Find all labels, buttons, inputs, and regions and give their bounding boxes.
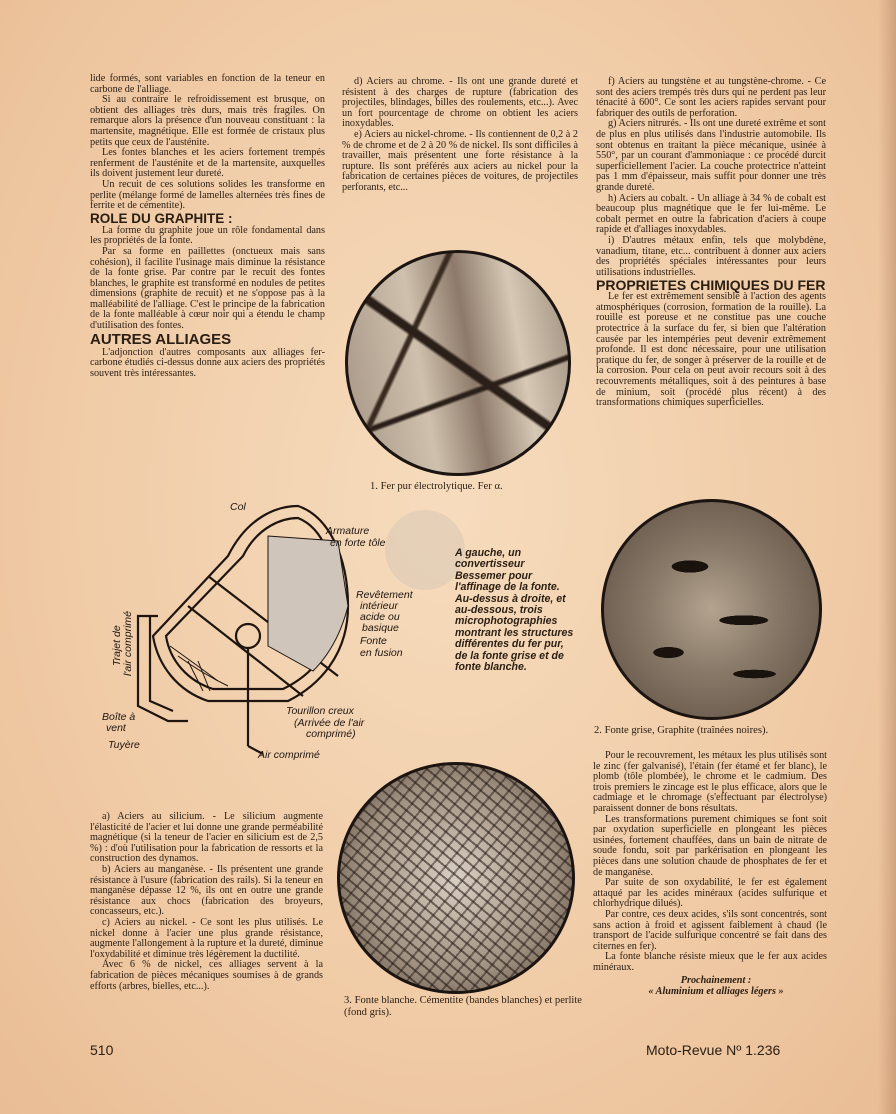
paragraph: h) Aciers au cobalt. - Un alliage à 34 % de cobalt est beaucoup plus magnétique que le fer lui-même. Le cobalt permet en outre la fabrication d'aciers à coupe rapide et d'alliages inoxydables.: [596, 192, 826, 236]
paragraph: La forme du graphite joue un rôle fondamental dans les propriétés de la fonte.: [90, 224, 325, 247]
label-trajet: Trajet de: [111, 625, 123, 666]
paragraph: i) D'autres métaux enfin, tels que molybdène, vanadium, titane, etc... contribuent à donner aux aciers des propriétés spéciales intéressantes pour leurs utilisations industrielles.: [596, 234, 826, 278]
text-column-aciers: [90, 812, 323, 992]
label-col: Col: [230, 501, 246, 513]
label-air-comprime: Air comprimé: [258, 749, 320, 761]
label-fonte: Fonte: [360, 635, 387, 647]
paragraph: La fonte blanche résiste mieux que le fer aux acides minéraux.: [593, 951, 827, 973]
paragraph: lide formés, sont variables en fonction de la teneur en carbone de l'alliage.: [90, 73, 325, 95]
paragraph: Par contre, ces deux acides, s'ils sont concentrés, sont sans action à froid et agissent faiblement à chaud (le transport de l'acide sulfurique concentré se fait dans des citernes en fer).: [593, 908, 827, 952]
section-heading-alliages: AUTRES ALLIAGES: [90, 330, 232, 348]
paragraph: b) Aciers au manganèse. - Ils présentent une grande résistance à l'usure (fabrication des rails). Si la teneur en manganèse dépasse 12 %, ils ont en outre une grande résistance aux chocs (fabrication des broyeurs, concasseurs, etc.).: [90, 863, 323, 918]
paragraph: Si au contraire le refroidissement est brusque, on obtient des alliages très durs, mais très fragiles. On remarque alors la présence d'un nouveau constituant : la martensite, magnétique. Elle est formée de cristaux plus petits que ceux de l'austénite.: [90, 94, 325, 148]
paragraph: Le fer est extrêmement sensible à l'action des agents atmosphériques (corrosion, formation de la rouille). La rouille est poreuse et ne constitue pas une couche protectrice à la surface du fer, si bien que l'altération causée par les intempéries peut devenir extrêmement profonde. Il est donc nécessaire, pour une utilisation pratique du fer, de songer à préserver de la rouille et de la corrosion. Pour cela on peut avoir recours soit à des recouvrements métalliques, soit à des peintures à base de minium, soit (procédé plus récent) à des transformations chimiques superficielles.: [596, 291, 826, 409]
section-heading-chimiques: PROPRIETES CHIMIQUES DU FER: [596, 277, 826, 294]
label-trajet-2: l'air comprimé: [122, 610, 134, 676]
paragraph: f) Aciers au tungstène et au tungstène-chrome. - Ce sont des aciers trempés très durs qui ne perdent pas leur ténacité à 600°. Ce sont les aciers rapides servant pour fabriquer des outils de perforation.: [596, 76, 826, 119]
paragraph: Les fontes blanches et les aciers fortement trempés renferment de l'austénite et de la martensite, auxquelles ils doivent justement leur dureté.: [90, 147, 325, 180]
paragraph: c) Aciers au nickel. - Ce sont les plus utilisés. Le nickel donne à l'acier une plus grande résistance, augmente l'allongement à la rupture et la dureté, diminue l'oxydabilité et diminue très légèrement la ductilité.: [90, 916, 323, 960]
text-column-3: [596, 77, 826, 409]
paragraph: g) Aciers nitrurés. - Ils ont une dureté extrême et sont de plus en plus utilisés dans l'industrie automobile. Ils sont obtenus en traitant la pièce mécanique, usinée à 550°, par un courant d'ammoniaque : ce procédé durcit superficiellement l'acier. La couche protectrice n'atteint pas 1 mm d'épaisseur, mais suffit pour donner une très grande dureté.: [596, 118, 826, 193]
next-issue-label: Prochainement :: [680, 975, 752, 987]
diagram-description: A gauche, un convertisseur Bessemer pour l'affinage de la fonte. Au-dessus à droite, et au-dessous, trois microphotographies montrant les structures différentes du fer pur, de la fonte grise et de fonte blanche.: [455, 547, 574, 674]
paragraph: Avec 6 % de nickel, ces alliages servent à la fabrication de pièces mécaniques soumises à de grands efforts (arbres, bielles, etc...).: [90, 959, 323, 992]
label-revetement-4: basique: [362, 622, 399, 634]
label-fonte-2: en fusion: [360, 647, 403, 659]
micrograph-fonte-blanche: [337, 762, 575, 994]
text-column-2: [342, 77, 578, 194]
paragraph: L'adjonction d'autres composants aux alliages fer-carbone étudiés ci-dessus donne aux aciers des propriétés souvent très intéressantes.: [90, 346, 325, 379]
paragraph: d) Aciers au chrome. - Ils ont une grande dureté et résistent à des charges de rupture (fabrication des projectiles, blindages, billes des roulements, etc...). Avec un fort pourcentage de chrome on obtient les aciers inoxydables.: [342, 76, 578, 130]
label-boite-2: vent: [106, 722, 126, 734]
section-heading-graphite: ROLE DU GRAPHITE :: [90, 210, 233, 226]
label-revetement-3: acide ou: [360, 611, 400, 623]
label-tourillon-2: (Arrivée de l'air: [294, 717, 365, 729]
paragraph: Pour le recouvrement, les métaux les plus utilisés sont le zinc (fer galvanisé), l'étain (fer étamé et fer blanc), le plomb (tôle plombée), le chrome et le cadmium. Des trois premiers le zincage est le plus efficace, alors que le cadmiage et le chromage (s'effectuant par électrolyse) paraissent donner de bons résultats.: [593, 750, 827, 814]
next-issue-title: « Aluminium et alliages légers »: [648, 986, 784, 998]
paragraph: Un recuit de ces solutions solides les transforme en perlite (mélange formé de lamelles alternées très fines de ferrite et de cémentite).: [90, 178, 325, 212]
paragraph: e) Aciers au nickel-chrome. - Ils contiennent de 0,2 à 2 % de chrome et de 2 à 20 % de nickel. Ils sont difficiles à travailler, mais présentent une forte résistance à la rupture. Ils sont préférés aux aciers au nickel pour la fabrication de certaines pièces de voitures, de projectiles perforants, etc...: [342, 128, 578, 193]
text-column-recouvrement: [593, 751, 827, 998]
caption-3: 3. Fonte blanche. Cémentite (bandes blanches) et perlite (fond gris).: [344, 995, 582, 1018]
magazine-issue: Moto-Revue Nº 1.236: [646, 1042, 781, 1058]
paragraph: Les transformations purement chimiques se font soit par oxydation superficielle en plongeant les pièces usinées, fortement chauffées, dans un bain de nitrate de soude fondu, soit par parkérisation en plongeant les pièces dans une solution chaude de phosphates de fer et de manganèse.: [593, 813, 827, 878]
label-boite: Boîte à: [102, 711, 136, 723]
paragraph: Par suite de son oxydabilité, le fer est également attaqué par les acides minéraux (acides sulfurique et chlorhydrique dilués).: [593, 877, 827, 910]
label-tourillon: Tourillon creux: [286, 705, 354, 717]
page-number: 510: [90, 1042, 114, 1058]
caption-1: 1. Fer pur électrolytique. Fer α.: [370, 481, 503, 492]
paragraph: a) Aciers au silicium. - Le silicium augmente l'élasticité de l'acier et lui donne une grande perméabilité magnétique (si la teneur de l'acier en silicium est de 2,5 %) : d'où l'utilisation pour la fabrication de ressorts et la construction des dynamos.: [90, 811, 323, 865]
label-revetement: Revêtement: [356, 589, 413, 601]
label-tuyere: Tuyère: [108, 739, 140, 751]
caption-2: 2. Fonte grise, Graphite (traînées noires).: [594, 725, 769, 736]
text-column-1: [90, 74, 325, 379]
label-armature: Armature: [326, 525, 370, 537]
micrograph-fer-pur: [345, 250, 571, 476]
micrograph-fonte-grise: [601, 499, 822, 720]
label-revetement-2: intérieur: [360, 600, 398, 612]
paragraph: Par sa forme en paillettes (onctueux mais sans cohésion), il facilite l'usinage mais diminue la résistance de la fonte grise. Par contre par le recuit des fontes blanches, le graphite est transformé en nodules de petites dimensions (graphite de recuit) et ne s'oppose pas à la malléabilité de l'alliage. C'est le principe de la fabrication de la fonte malléable à cœur noir qui a étendu le champ d'utilisation des fontes.: [90, 245, 325, 332]
label-armature-2: en forte tôle: [330, 537, 386, 549]
label-tourillon-3: comprimé): [306, 728, 356, 740]
